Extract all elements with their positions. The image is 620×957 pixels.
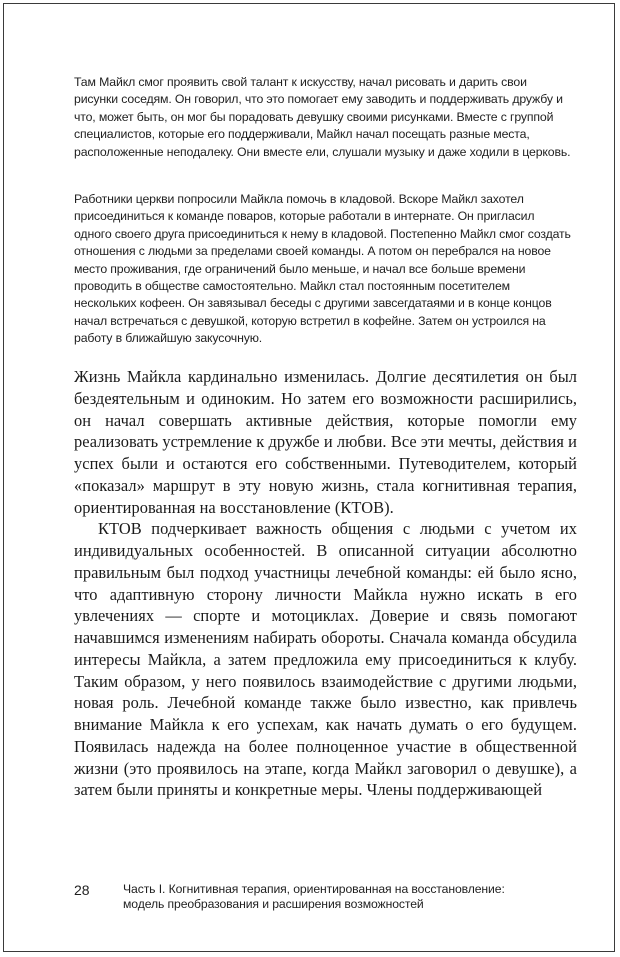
case-example-block-2 — [74, 191, 574, 348]
page-number: 28 — [74, 882, 90, 898]
case-paragraph-1: Там Майкл смог проявить свой талант к искусству, начал рисовать и дарить свои рисунки соседям. Он говорил, что это помогает ему заводить и поддерживать дружбу и что, может быть, он мог бы порадовать девушку своими рисунками. Вместе с группой специалистов, которые его поддерживали, Майкл начал посещать разные места, расположенные неподалеку. Они вместе ели, слушали музыку и даже ходили в церковь. — [74, 75, 571, 159]
case-example-block — [74, 74, 574, 161]
book-page — [3, 3, 615, 952]
running-head-line-1: Часть I. Когнитивная терапия, ориентированная на восстановление: — [123, 882, 505, 896]
case-paragraph-2: Работники церкви попросили Майкла помочь в кладовой. Вскоре Майкл захотел присоединиться к команде поваров, которые работали в интернате. Он пригласил одного своего друга присоединиться к нему в кладовой. Постепенно Майкл смог создать отношения с людьми за пределами своей команды. А потом он перебрался на новое место проживания, где ограничений было меньше, и начал все больше времени проводить в обществе самостоятельно. Майкл стал постоянным посетителем нескольких кофеен. Он завязывал беседы с другими завсегдатаями и в конце концов начал встречаться с девушкой, которую встретил в кофейне. Затем он устроился на работу в ближайшую закусочную. — [74, 192, 571, 346]
main-body-text — [74, 366, 577, 801]
running-head-line-2: модель преобразования и расширения возможностей — [123, 897, 424, 911]
body-paragraph-1: Жизнь Майкла кардинально изменилась. Долгие десятилетия он был бездеятельным и одиноким. Но затем его возможности расширились, он начал совершать активные действия, которые помогли ему реализовать устремление к дружбе и любви. Все эти мечты, действия и успех были и остаются его собственными. Путеводителем, который «показал» маршрут в эту новую жизнь, стала когнитивная терапия, ориентированная на восстановление (КТОВ). — [74, 367, 577, 517]
body-paragraph-2: КТОВ подчеркивает важность общения с людьми с учетом их индивидуальных особенностей. В описанной ситуации абсолютно правильным был подход участницы лечебной команды: ей было ясно, что адаптивную сторону личности Майкла нужно искать в его увлечениях — спорте и мотоциклах. Доверие и связь помогают начавшимся изменениям набирать обороты. Сначала команда обсудила интересы Майкла, а затем предложила ему присоединиться к клубу. Таким образом, у него появилось взаимодействие с другими людьми, новая роль. Лечебной команде также было известно, как привлечь внимание Майкла к его успехам, как начать думать о его будущем. Появилась надежда на более полноценное участие в общественной жизни (это проявилось на этапе, когда Майкл заговорил о девушке), а затем были приняты и конкретные меры. Члены поддерживающей — [74, 519, 577, 800]
running-head — [123, 882, 573, 912]
